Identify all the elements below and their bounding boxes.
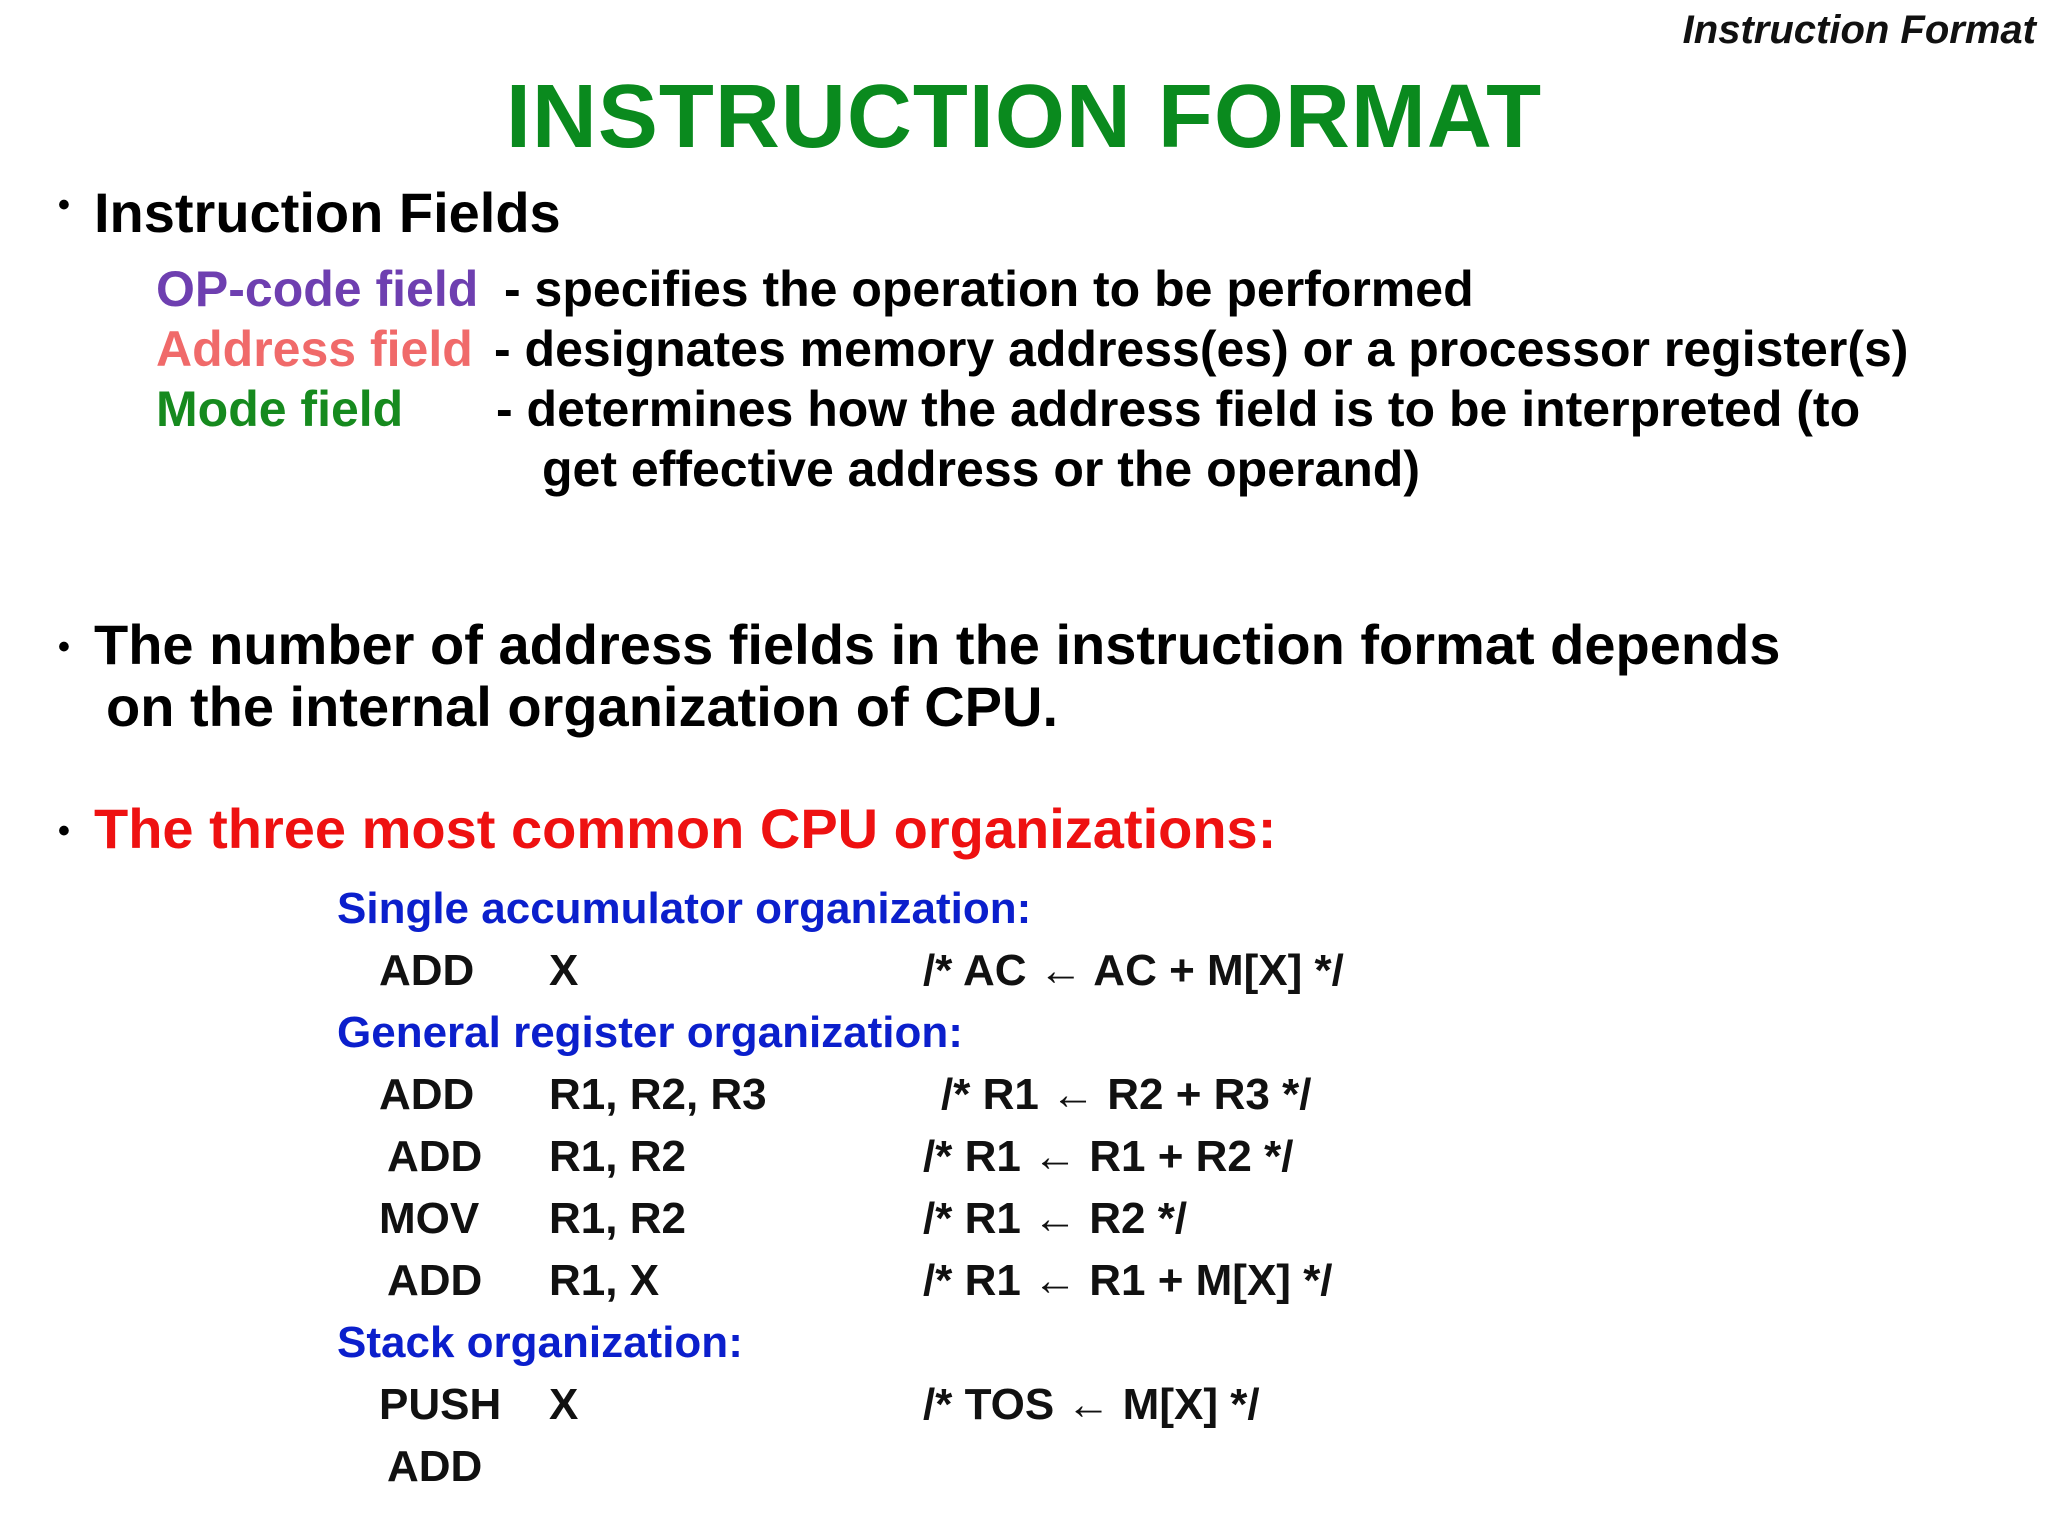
- code-row: [337, 1070, 1537, 1132]
- code-op: MOV: [379, 1194, 480, 1243]
- org-heading-stack: Stack organization:: [337, 1318, 743, 1367]
- bullet-dot: •: [58, 628, 70, 666]
- field-opcode-name: OP-code field: [156, 261, 479, 317]
- org-heading-row: [337, 1008, 1537, 1070]
- code-op: ADD: [387, 1442, 483, 1491]
- bullet-dot: •: [58, 186, 70, 224]
- code-row: [337, 1132, 1537, 1194]
- code-args: R1, X: [549, 1256, 660, 1305]
- code-op: ADD: [379, 1070, 475, 1119]
- field-address-desc: - designates memory address(es) or a processor register(s): [494, 321, 1909, 377]
- org-heading-single-accumulator: Single accumulator organization:: [337, 884, 1032, 933]
- code-comment: /* R1 ← R2 + R3 */: [941, 1070, 1312, 1119]
- code-args: X: [549, 1380, 579, 1429]
- org-heading-general-register: General register organization:: [337, 1008, 963, 1057]
- organizations-table: [337, 884, 1537, 1504]
- bullet-address-fields-line2: on the internal organization of CPU.: [106, 675, 1058, 738]
- code-args: R1, R2: [549, 1132, 686, 1181]
- code-op: ADD: [379, 946, 475, 995]
- field-address-name: Address field: [156, 321, 473, 377]
- code-row: [337, 1256, 1537, 1318]
- field-opcode-desc: - specifies the operation to be performed: [504, 261, 1474, 317]
- code-comment: /* R1 ← R1 + M[X] */: [923, 1256, 1333, 1305]
- code-row: [337, 1194, 1537, 1256]
- page-title: INSTRUCTION FORMAT: [505, 67, 1543, 167]
- field-mode-name: Mode field: [156, 381, 404, 437]
- code-args: R1, R2: [549, 1194, 686, 1243]
- code-comment: /* R1 ← R1 + R2 */: [923, 1132, 1294, 1181]
- field-mode-desc-cont: get effective address or the operand): [542, 441, 1421, 497]
- code-row: [337, 946, 1537, 1008]
- field-mode-desc: - determines how the address field is to be interpreted (to: [496, 381, 1861, 437]
- code-row: [337, 1380, 1537, 1442]
- header-corner-label: Instruction Format: [1682, 8, 2036, 52]
- code-args: X: [549, 946, 579, 995]
- bullet-dot: •: [58, 812, 70, 850]
- code-comment: /* R1 ← R2 */: [923, 1194, 1188, 1243]
- code-args: R1, R2, R3: [549, 1070, 767, 1119]
- code-comment: /* AC ← AC + M[X] */: [923, 946, 1344, 995]
- bullet-address-fields-line1: The number of address fields in the instruction format depends: [94, 613, 1781, 676]
- org-heading-row: [337, 1318, 1537, 1380]
- code-row: [337, 1442, 1537, 1504]
- code-op: ADD: [387, 1132, 483, 1181]
- code-op: PUSH: [379, 1380, 502, 1429]
- org-heading-row: [337, 884, 1537, 946]
- bullet-cpu-organizations: The three most common CPU organizations:: [94, 797, 1277, 860]
- code-op: ADD: [387, 1256, 483, 1305]
- code-comment: /* TOS ← M[X] */: [923, 1380, 1260, 1429]
- bullet-instruction-fields: Instruction Fields: [94, 181, 561, 244]
